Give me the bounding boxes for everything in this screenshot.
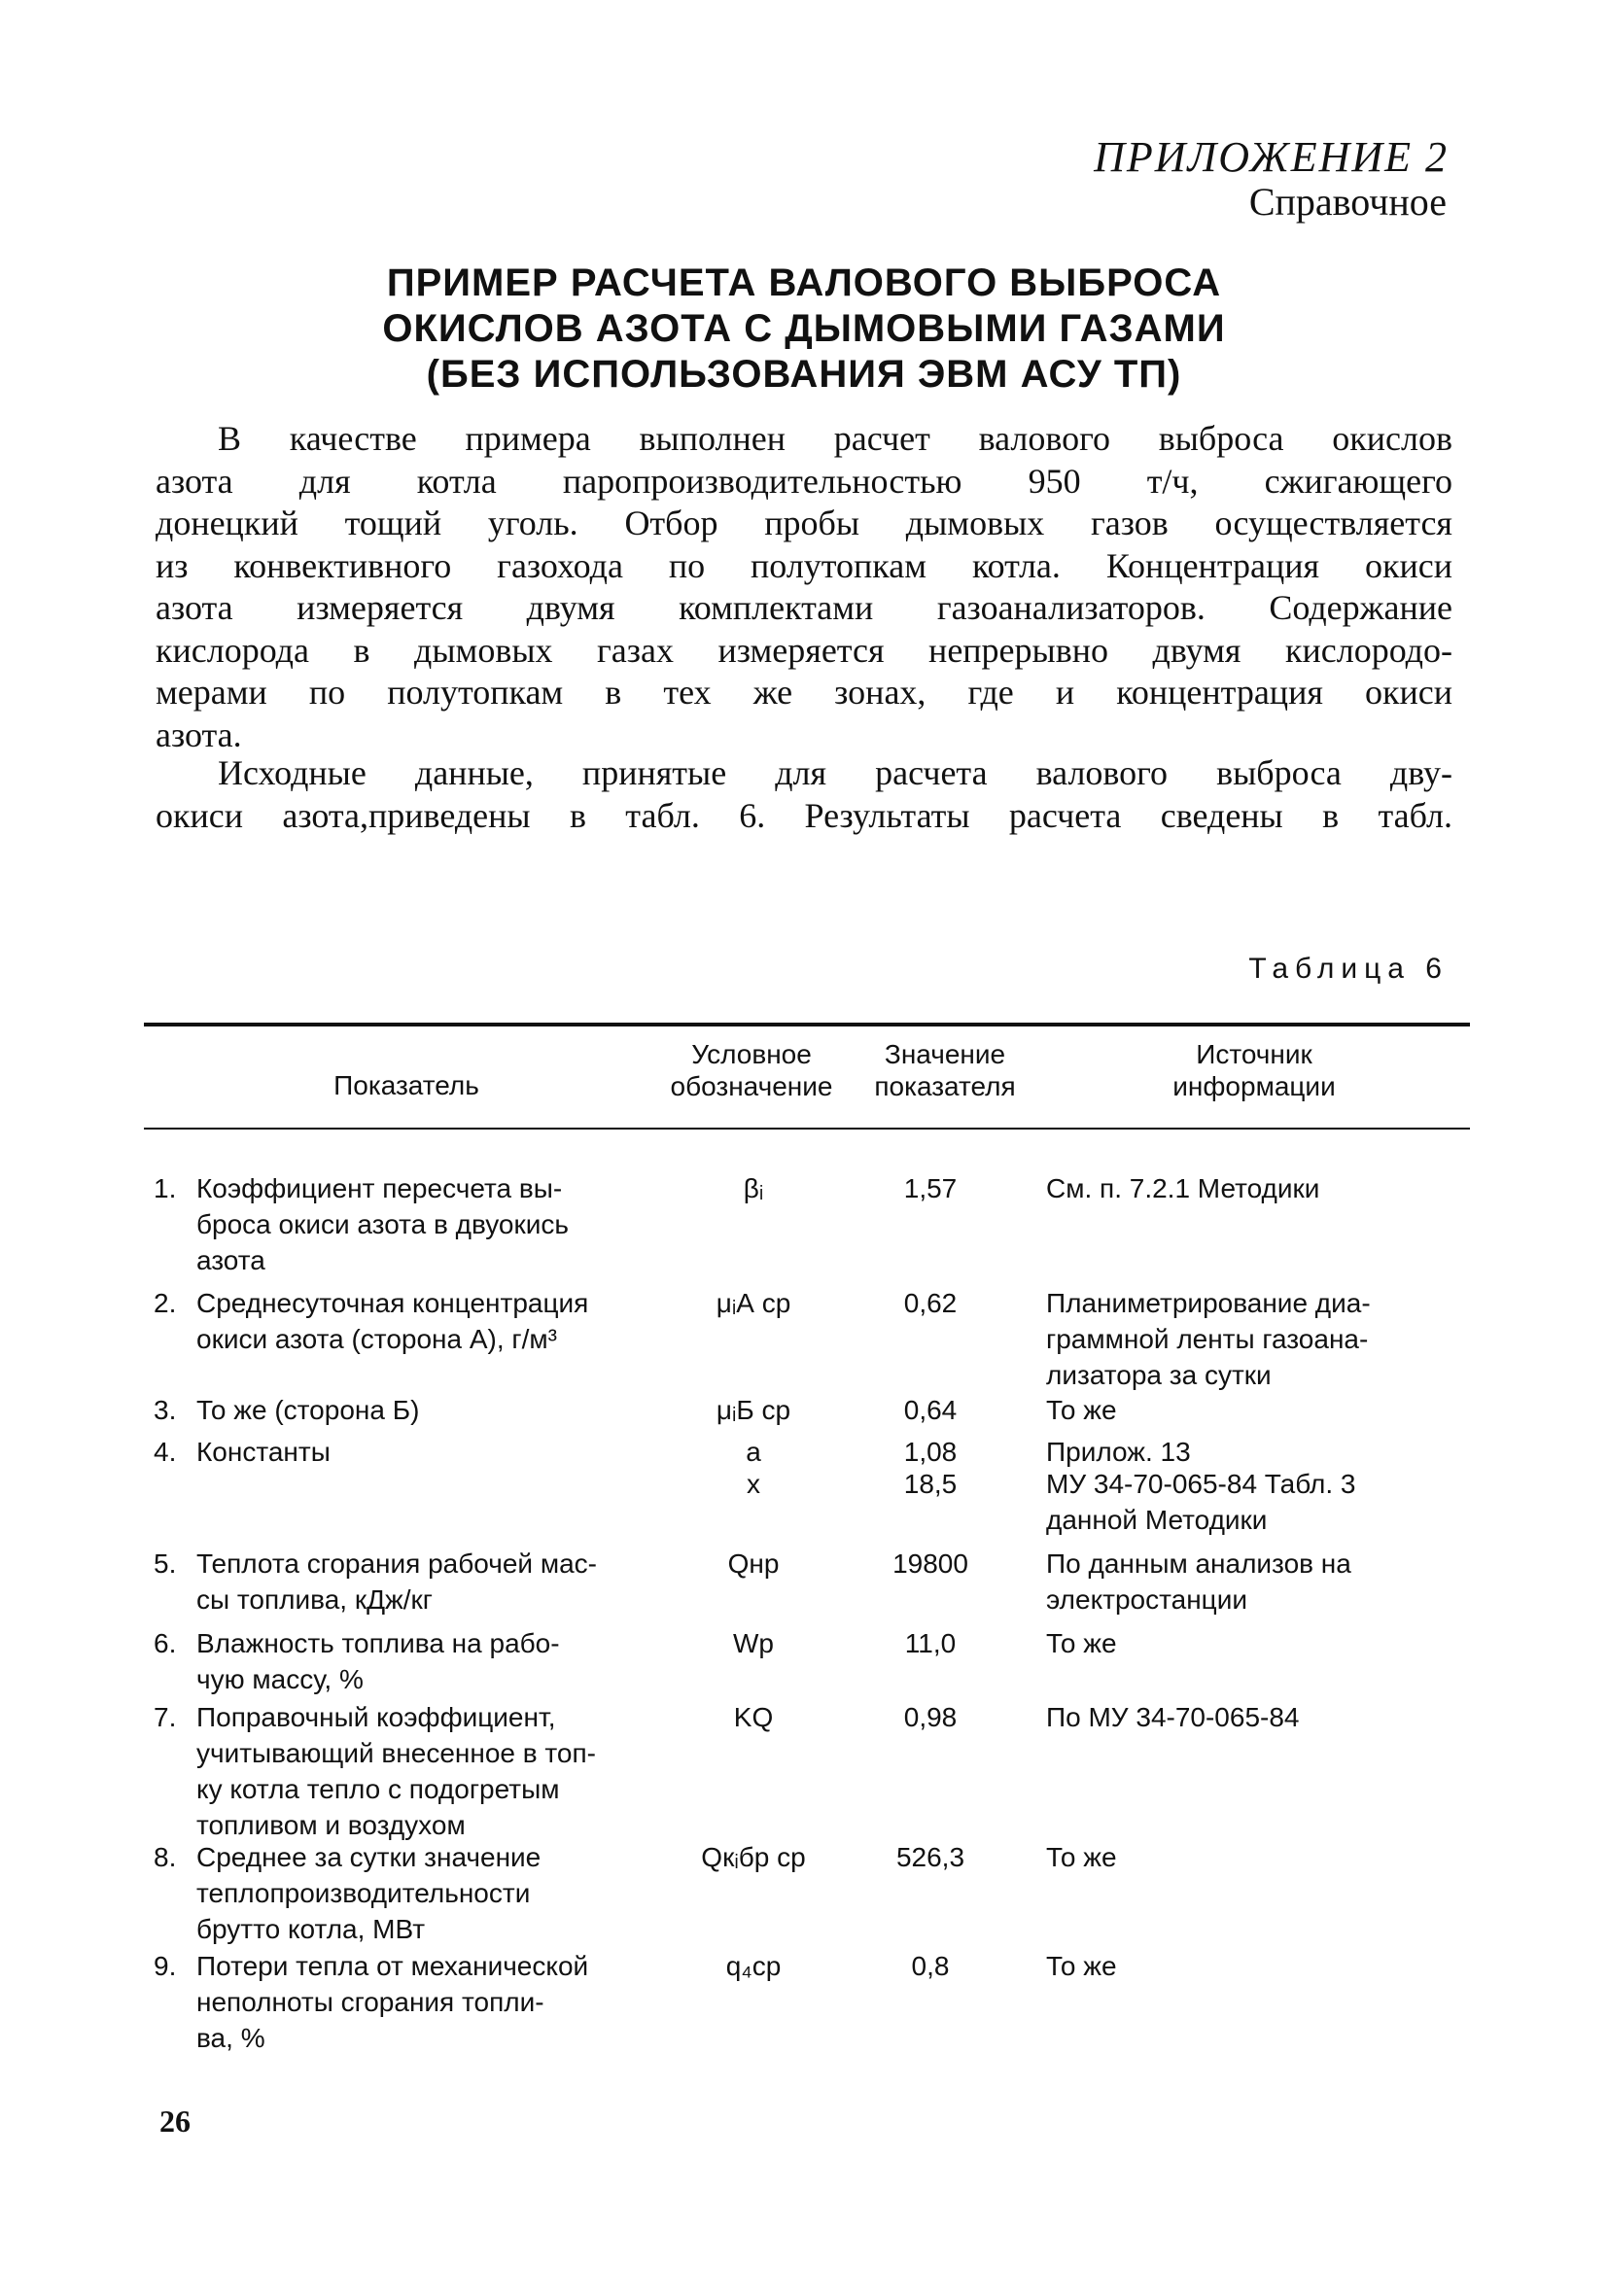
paragraph-line: азота для котла паропроизводительностью 950 т/ч, сжигающего: [156, 461, 1452, 501]
page-number: 26: [159, 2104, 191, 2139]
paragraph-line: мерами по полутопкам в тех же зонах, где и концентрация окиси: [156, 673, 1452, 712]
table-row-name: [154, 1839, 659, 1947]
table-row-source: [1046, 1434, 1445, 1470]
title-line-1: ПРИМЕР РАСЧЕТА ВАЛОВОГО ВЫБРОСА: [386, 261, 1222, 304]
title-line-2: ОКИСЛОВ АЗОТА С ДЫМОВЫМИ ГАЗАМИ: [382, 307, 1226, 350]
paragraph-line: азота измеряется двумя комплектами газоанализаторов. Содержание: [156, 588, 1452, 627]
row-number: 9.: [154, 1951, 177, 1981]
table-row-name: [154, 1699, 659, 1843]
table-row-name: [154, 1625, 659, 1697]
appendix-title: ПРИЛОЖЕНИЕ 2: [1094, 133, 1449, 181]
row-source-line: лизатора за сутки: [1046, 1360, 1272, 1390]
table-row-value: 0,98: [903, 1702, 958, 1732]
row-name-line: азота: [196, 1245, 265, 1275]
row-source-line: По МУ 34-70-065-84: [1046, 1702, 1300, 1732]
table-row-name: [154, 1392, 659, 1428]
table-row-symbol: μᵢА ср: [716, 1288, 791, 1318]
row-number: 7.: [154, 1702, 177, 1732]
row-name-line: Потери тепла от механической: [196, 1951, 589, 1981]
table-row-value: 1,08: [903, 1437, 958, 1467]
row-name-line: Среднее за сутки значение: [196, 1842, 542, 1872]
row-name-line: топливом и воздухом: [196, 1810, 466, 1840]
table-row-symbol: μᵢБ ср: [716, 1395, 791, 1425]
table-row-source: [1046, 1839, 1445, 1875]
table-row-symbol: Qнр: [727, 1548, 780, 1579]
title-line-3: (БЕЗ ИСПОЛЬЗОВАНИЯ ЭВМ АСУ ТП): [426, 353, 1182, 396]
row-number: 6.: [154, 1628, 177, 1658]
row-name-line: Константы: [196, 1437, 331, 1467]
table-row-source: [1046, 1466, 1445, 1538]
main-title: [156, 261, 1452, 398]
table-row-value: 0,8: [911, 1951, 950, 1981]
row-number: 1.: [154, 1173, 177, 1203]
table-row-name: [154, 1434, 659, 1470]
row-source-line: данной Методики: [1046, 1505, 1268, 1535]
row-name-line: окиси азота (сторона А), г/м³: [196, 1324, 557, 1354]
row-number: 4.: [154, 1437, 177, 1467]
table-row-value: 526,3: [895, 1842, 965, 1872]
table-row-source: [1046, 1546, 1445, 1618]
row-name-line: То же (сторона Б): [196, 1395, 420, 1425]
appendix-subtitle: Справочное: [1248, 180, 1447, 224]
row-name-line: брутто котла, МВт: [196, 1914, 426, 1944]
table-row-name: [154, 1546, 659, 1618]
row-number: 8.: [154, 1842, 177, 1872]
table-row-value: 1,57: [903, 1173, 958, 1203]
paragraph-line: из конвективного газохода по полутопкам котла. Концентрация окиси: [156, 545, 1452, 585]
row-source-line: электростанции: [1046, 1584, 1247, 1615]
row-name-line: чую массу, %: [196, 1664, 364, 1694]
row-name-line: ва, %: [196, 2023, 265, 2053]
paragraph-line: Исходные данные, принятые для расчета валового выброса дву-: [218, 753, 1452, 792]
header-source-line-2: информации: [1172, 1071, 1336, 1101]
table-row-symbol: Wр: [733, 1628, 774, 1658]
row-name-line: Влажность топлива на рабо-: [196, 1628, 560, 1658]
table-row-value: 0,64: [903, 1395, 958, 1425]
table-row-value: 0,62: [903, 1288, 958, 1318]
row-name-line: Теплота сгорания рабочей мас-: [196, 1548, 597, 1579]
table-row-name: [154, 1170, 659, 1278]
header-value: [848, 1038, 1042, 1102]
table-row-symbol: x: [747, 1469, 760, 1499]
row-source-line: По данным анализов на: [1046, 1548, 1351, 1579]
table-top-rule: [144, 1023, 1470, 1026]
paragraph-line: кислорода в дымовых газах измеряется непрерывно двумя кислородо-: [156, 630, 1452, 670]
row-source-line: См. п. 7.2.1 Методики: [1046, 1173, 1320, 1203]
row-source-line: Планиметрирование диа-: [1046, 1288, 1371, 1318]
row-name-line: броса окиси азота в двуокись: [196, 1209, 569, 1239]
row-name-line: неполноты сгорания топли-: [196, 1987, 544, 2017]
row-source-line: То же: [1046, 1951, 1117, 1981]
table-row-source: [1046, 1285, 1445, 1393]
row-source-line: Прилож. 13: [1046, 1437, 1191, 1467]
table-row-name: [154, 1285, 659, 1357]
row-number: 3.: [154, 1395, 177, 1425]
table-header-rule: [144, 1128, 1470, 1130]
header-value-line-1: Значение: [884, 1039, 1006, 1069]
row-source-line: граммной ленты газоана-: [1046, 1324, 1369, 1354]
header-source: [1060, 1038, 1449, 1102]
table-row-value: 11,0: [904, 1628, 957, 1658]
header-source-line-1: Источник: [1196, 1039, 1312, 1069]
table-row-symbol: q₄ср: [725, 1951, 782, 1981]
row-source-line: То же: [1046, 1395, 1117, 1425]
row-source-line: То же: [1046, 1628, 1117, 1658]
header-value-line-2: показателя: [874, 1071, 1016, 1101]
table-row-source: [1046, 1170, 1445, 1206]
header-name: Показатель: [333, 1070, 479, 1100]
row-name-line: сы топлива, кДж/кг: [196, 1584, 434, 1615]
table-row-source: [1046, 1699, 1445, 1735]
row-number: 2.: [154, 1288, 177, 1318]
paragraph-2: [156, 752, 1452, 837]
table-row-symbol: Qкᵢбр ср: [701, 1842, 806, 1872]
row-name-line: теплопроизводительности: [196, 1878, 531, 1908]
header-symbol: [649, 1038, 854, 1102]
paragraph-1: [156, 418, 1452, 756]
row-name-line: учитывающий внесенное в топ-: [196, 1738, 596, 1768]
table-row-symbol: a: [746, 1437, 761, 1467]
table-row-symbol: KQ: [733, 1702, 774, 1732]
table-row-name: [154, 1948, 659, 2056]
row-source-line: То же: [1046, 1842, 1117, 1872]
paragraph-line: донецкий тощий уголь. Отбор пробы дымовых газов осуществляется: [156, 504, 1452, 542]
header-symbol-line-2: обозначение: [670, 1071, 833, 1101]
table-row-symbol: βᵢ: [743, 1173, 764, 1203]
table-row-value: 19800: [892, 1548, 968, 1579]
table-row-value: 18,5: [903, 1469, 958, 1499]
row-number: 5.: [154, 1548, 177, 1579]
paragraph-line: В качестве примера выполнен расчет валового выброса окислов: [218, 419, 1452, 458]
table-row-source: [1046, 1392, 1445, 1428]
table-row-source: [1046, 1625, 1445, 1661]
paragraph-line: окиси азота,приведены в табл. 6. Результаты расчета сведены в табл.: [156, 795, 1452, 835]
row-name-line: Поправочный коэффициент,: [196, 1702, 556, 1732]
row-source-line: МУ 34-70-065-84 Табл. 3: [1046, 1469, 1356, 1499]
header-symbol-line-1: Условное: [691, 1039, 812, 1069]
row-name-line: Коэффициент пересчета вы-: [196, 1173, 563, 1203]
row-name-line: Среднесуточная концентрация: [196, 1288, 589, 1318]
row-name-line: ку котла тепло с подогретым: [196, 1774, 560, 1804]
table-caption: Таблица 6: [1248, 953, 1449, 985]
table-row-source: [1046, 1948, 1445, 1984]
paragraph-line: азота.: [156, 714, 242, 754]
